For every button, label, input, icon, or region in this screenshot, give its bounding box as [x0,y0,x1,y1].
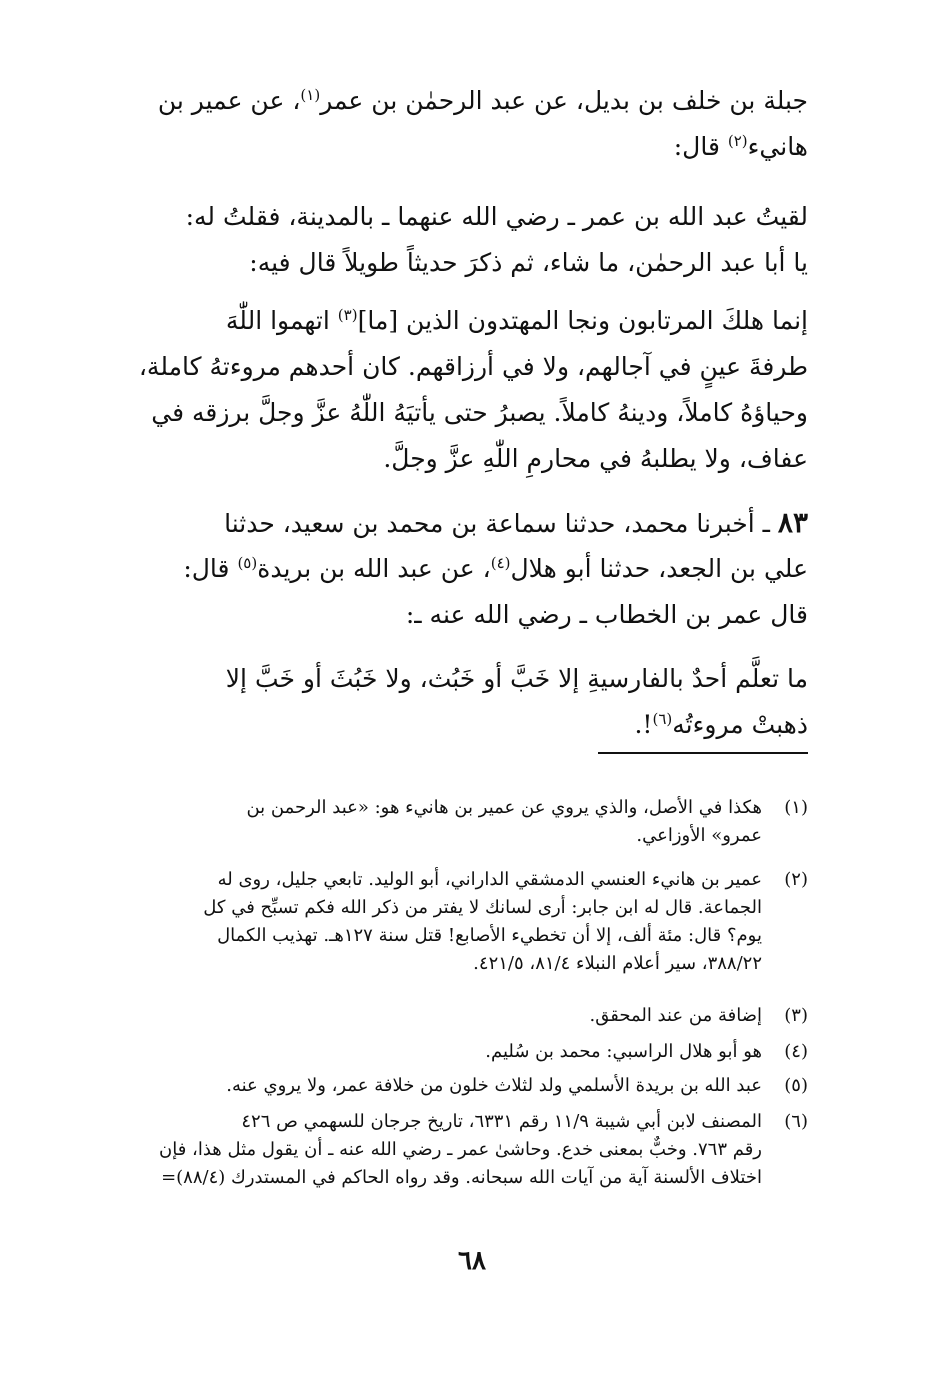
text-run: جبلة بن خلف بن بديل، عن عبد الرحمٰن بن عمر [320,86,808,115]
footnote-line: رقم ٧٦٣. وخبٌّ بمعنى خدع. وحاشىٰ عمر ـ رضي الله عنه ـ أن يقول مثل هذا، فإن [158,1139,762,1160]
footnote-number: (٥) [784,1075,808,1096]
page-number: ٦٨ [458,1246,486,1276]
paragraph [118,298,808,482]
text-line [118,194,808,240]
footnote-ref: (٤) [490,554,511,572]
text-line [118,500,808,546]
text-line [118,298,808,344]
paragraph [118,194,808,286]
footnote-line: عمير بن هانيء العنسي الدمشقي الداراني، أبو الوليد. تابعي جليل، روى له [217,869,762,890]
footnote [118,866,808,978]
text-run: اتهموا اللّٰهَ [225,306,338,335]
text-line [118,344,808,390]
text-run: قال عمر بن الخطاب ـ رضي الله عنه ـ: [405,600,808,629]
footnote-text [118,866,762,978]
footnote-text [118,1038,762,1066]
text-line [118,390,808,436]
text-run: يا أبا عبد الرحمٰن، ما شاء، ثم ذكرَ حديثاً طويلاً قال فيه: [249,248,808,277]
footnote-text [118,1002,762,1030]
text-run: هانيء [747,132,808,161]
footnote-ref: (٦) [652,710,673,728]
footnote-text [118,1108,762,1192]
text-run: ، عن عمير بن [157,86,301,115]
footnote-line: هكذا في الأصل، والذي يروي عن عمير بن هانيء هو: «عبد الرحمن بن [246,797,762,818]
text-run: !. [634,710,653,739]
footnote-line: عبد الله بن بريدة الأسلمي ولد لثلاث خلون من خلافة عمر، ولا يروي عنه. [226,1075,762,1096]
text-run: ذهبتْ مروءتُه [672,710,808,739]
text-run: طرفةَ عينٍ في آجالهم، ولا في أرزاقهم. كان أحدهم مروءتهُ كاملة، [138,352,808,381]
footnote-number: (٦) [784,1111,808,1132]
footnote-line: الجماعة. قال له ابن جابر: أرى لسانك لا يفتر من ذكر الله فكم تسبِّح في كل [203,897,762,918]
footnote-number: (٣) [784,1005,808,1026]
footnote-line: إضافة من عند المحقق. [589,1005,762,1026]
hadith-number: ٨٣ [777,506,808,539]
footnote-number: (١) [784,797,808,818]
footnote [118,1108,808,1192]
footnote-text [118,1072,762,1100]
text-run: قال: [183,554,238,583]
text-run: ، عن عبد الله بن بريدة [257,554,491,583]
footnote [118,1038,808,1066]
paragraph [118,78,808,170]
footnote [118,794,808,850]
footnote-ref: (٥) [237,554,258,572]
text-line [118,592,808,638]
footnote-separator [598,752,808,754]
footnote-line: اختلاف الألسنة آية من آيات الله سبحانه. وقد رواه الحاكم في المستدرك (٨٨/٤)= [161,1167,762,1188]
text-run: عفاف، ولا يطلبهُ في محارمِ اللّٰهِ عزَّ وجلَّ. [383,444,808,473]
text-line [118,656,808,702]
text-run: إنما هلكَ المرتابون ونجا المهتدون الذين [ما] [357,306,808,335]
footnote-line: المصنف لابن أبي شيبة ١١/٩ رقم ٦٣٣١، تاريخ جرجان للسهمي ص ٤٢٦ [241,1111,762,1132]
footnote-line: عمرو» الأوزاعي. [636,825,762,846]
text-run: لقيتُ عبد الله بن عمر ـ رضي الله عنهما ـ بالمدينة، فقلتُ له: [185,202,808,231]
footnote-ref: (٢) [727,132,748,150]
footnote-number: (٤) [784,1041,808,1062]
text-run: ما تعلَّم أحدٌ بالفارسيةِ إلا خَبَّ أو خَبُث، ولا خَبُثَ أو خَبَّ إلا [225,664,808,693]
footnote-line: ٣٨٨/٢٢، سير أعلام النبلاء ٨١/٤، ٤٢١/٥. [473,953,762,974]
footnote-text [118,794,762,850]
footnote-number: (٢) [784,869,808,890]
footnote [118,1072,808,1100]
footnote-line: هو أبو هلال الراسبي: محمد بن سُليم. [485,1041,762,1062]
text-line [118,240,808,286]
text-line [118,546,808,592]
paragraph [118,656,808,748]
text-line [118,78,808,124]
text-run: ـ أخبرنا محمد، حدثنا سماعة بن محمد بن سعيد، حدثنا [224,509,778,538]
footnote [118,1002,808,1030]
text-run: وحياؤهُ كاملاً، ودينهُ كاملاً. يصبرُ حتى يأتيَهُ اللّٰهُ عزَّ وجلَّ برزقه في [151,398,808,427]
footnote-ref: (١) [300,86,321,104]
footnote-line: يوم؟ قال: مئة ألف، إلا أن تخطيء الأصابع! قتل سنة ١٢٧هـ. تهذيب الكمال [217,925,762,946]
text-line [118,702,808,748]
footnote-ref: (٣) [337,306,358,324]
text-run: علي بن الجعد، حدثنا أبو هلال [510,554,808,583]
text-run: قال: [673,132,728,161]
text-line [118,124,808,170]
text-line [118,436,808,482]
paragraph [118,500,808,638]
